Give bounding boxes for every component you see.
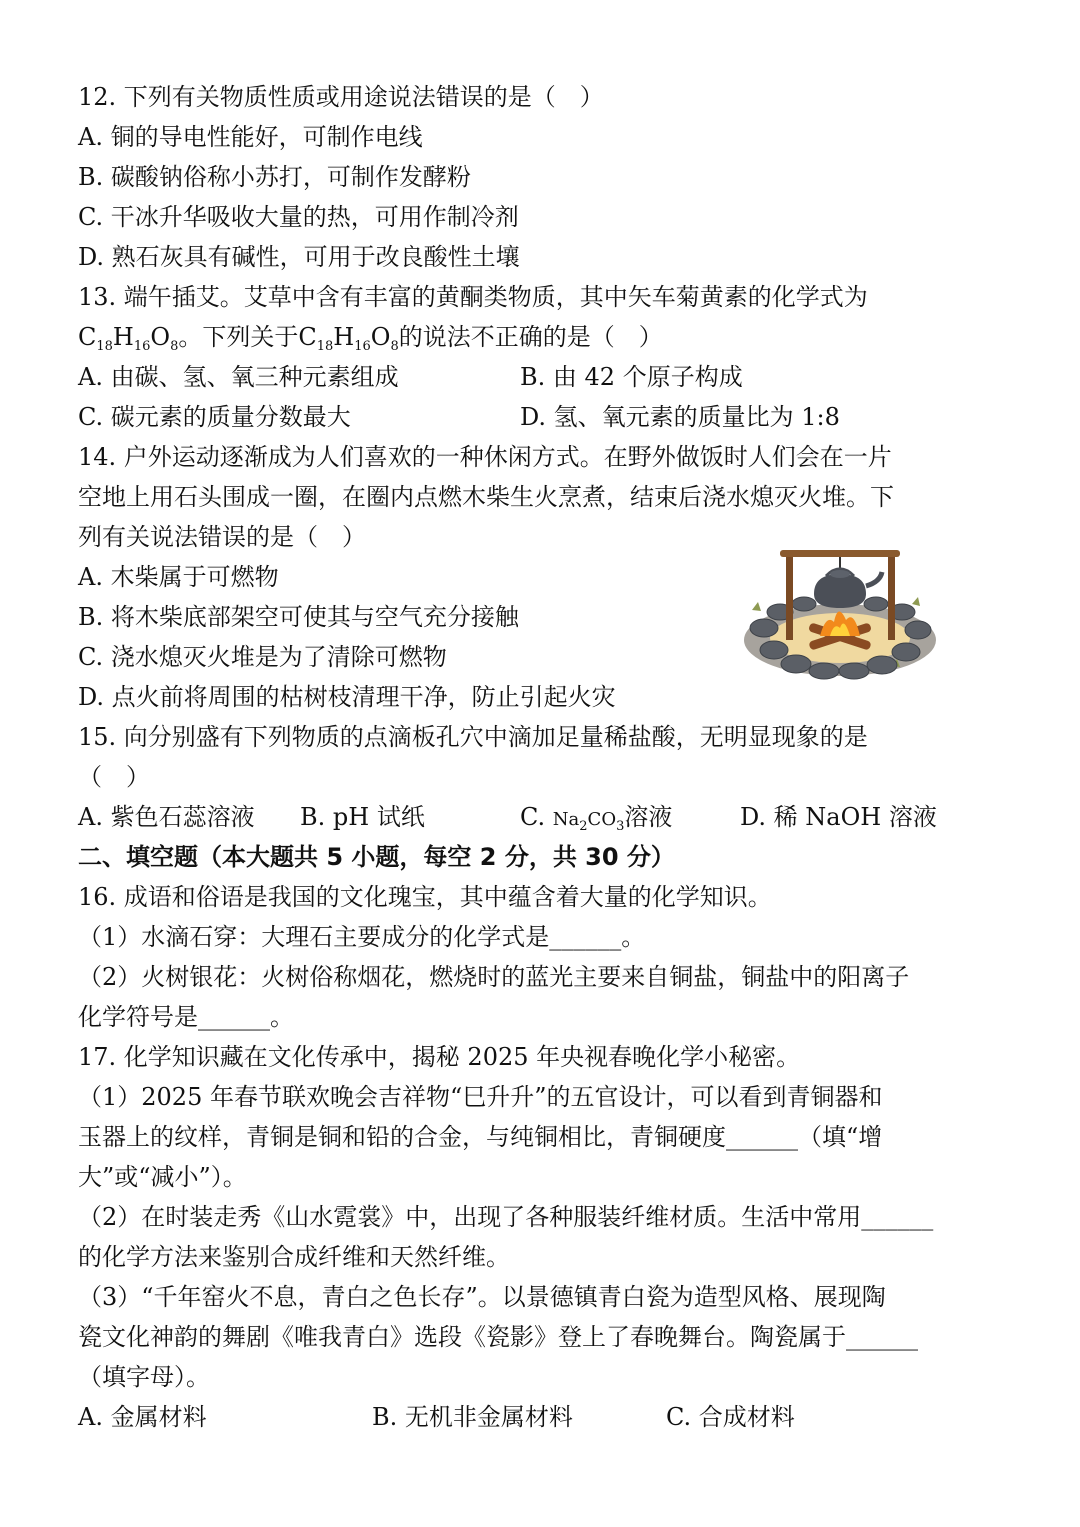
q13-formula-1: $C_{18}H_{16}O_8$	[78, 323, 179, 354]
q16-part-2-line1: （2）火树银花：火树俗称烟花，燃烧时的蓝光主要来自铜盐，铜盐中的阳离子	[78, 963, 910, 991]
q17-option-a: A. 金属材料	[78, 1403, 207, 1431]
q15-stem-line2: （ ）	[78, 763, 150, 791]
q17-part-3-line1: （3）“千年窑火不息，青白之色长存”。以景德镇青白瓷为造型风格、展现陶	[78, 1283, 886, 1311]
q17-part-3-line3: （填字母）。	[78, 1363, 210, 1391]
q16-stem: 16. 成语和俗语是我国的文化瑰宝，其中蕴含着大量的化学知识。	[78, 883, 772, 911]
q14-option-c: C. 浇水熄灭火堆是为了清除可燃物	[78, 643, 447, 671]
q12-stem: 12. 下列有关物质性质或用途说法错误的是（ ）	[78, 83, 604, 111]
q13-option-a: A. 由碳、氢、氧三种元素组成	[78, 363, 399, 391]
q13-stem-line1: 13. 端午插艾。艾草中含有丰富的黄酮类物质，其中矢车菊黄素的化学式为	[78, 283, 868, 311]
q17-part-1-line3: 大”或“减小”）。	[78, 1163, 247, 1191]
q15-option-d: D. 稀 NaOH 溶液	[740, 803, 937, 831]
q17-part-1-line2: 玉器上的纹样，青铜是铜和铅的合金，与纯铜相比，青铜硬度______（填“增	[78, 1123, 883, 1151]
q17-part-3-line2: 瓷文化神韵的舞剧《唯我青白》选段《瓷影》登上了春晚舞台。陶瓷属于______	[78, 1323, 918, 1351]
q13-option-c: C. 碳元素的质量分数最大	[78, 403, 351, 431]
q15-option-b: B. pH 试纸	[300, 803, 425, 831]
q15-stem-line1: 15. 向分别盛有下列物质的点滴板孔穴中滴加足量稀盐酸，无明显现象的是	[78, 723, 868, 751]
section-2-heading: 二、填空题（本大题共 5 小题，每空 2 分，共 30 分）	[78, 843, 675, 871]
q17-option-b: B. 无机非金属材料	[372, 1403, 573, 1431]
q12-option-b: B. 碳酸钠俗称小苏打，可制作发酵粉	[78, 163, 471, 191]
campfire-kettle-illustration	[742, 544, 938, 680]
q12-option-d: D. 熟石灰具有碱性，可用于改良酸性土壤	[78, 243, 520, 271]
q17-part-2-line1: （2）在时装走秀《山水霓裳》中，出现了各种服装纤维材质。生活中常用______	[78, 1203, 934, 1231]
q14-stem-line3: 列有关说法错误的是（ ）	[78, 523, 366, 551]
q16-part-2-line2: 化学符号是______。	[78, 1003, 294, 1031]
q13-stem-line2: $C_{18}H_{16}O_8$。下列关于$C_{18}H_{16}O_8$的说法不正确的是（ ）	[78, 323, 663, 354]
q16-part-1: （1）水滴石穿：大理石主要成分的化学式是______。	[78, 923, 646, 951]
q17-part-2-line2: 的化学方法来鉴别合成纤维和天然纤维。	[78, 1243, 510, 1271]
q13-option-b: B. 由 42 个原子构成	[520, 363, 743, 391]
q15-option-a: A. 紫色石蕊溶液	[78, 803, 255, 831]
q15-option-c: C. $Na_2CO_3$溶液	[520, 803, 673, 834]
q17-option-c: C. 合成材料	[666, 1403, 795, 1431]
q13-option-d: D. 氢、氧元素的质量比为 1:8	[520, 403, 840, 431]
q12-option-c: C. 干冰升华吸收大量的热，可用作制冷剂	[78, 203, 519, 231]
q14-stem-line1: 14. 户外运动逐渐成为人们喜欢的一种休闲方式。在野外做饭时人们会在一片	[78, 443, 892, 471]
q14-option-a: A. 木柴属于可燃物	[78, 563, 279, 591]
q13-formula-2: $C_{18}H_{16}O_8$	[298, 323, 399, 354]
q14-option-b: B. 将木柴底部架空可使其与空气充分接触	[78, 603, 519, 631]
q17-stem: 17. 化学知识藏在文化传承中，揭秘 2025 年央视春晚化学小秘密。	[78, 1043, 801, 1071]
q17-part-1-line1: （1）2025 年春节联欢晚会吉祥物“巳升升”的五官设计，可以看到青铜器和	[78, 1083, 883, 1111]
q14-stem-line2: 空地上用石头围成一圈，在圈内点燃木柴生火烹煮，结束后浇水熄灭火堆。下	[78, 483, 894, 511]
q14-option-d: D. 点火前将周围的枯树枝清理干净，防止引起火灾	[78, 683, 616, 711]
q12-option-a: A. 铜的导电性能好，可制作电线	[78, 123, 423, 151]
